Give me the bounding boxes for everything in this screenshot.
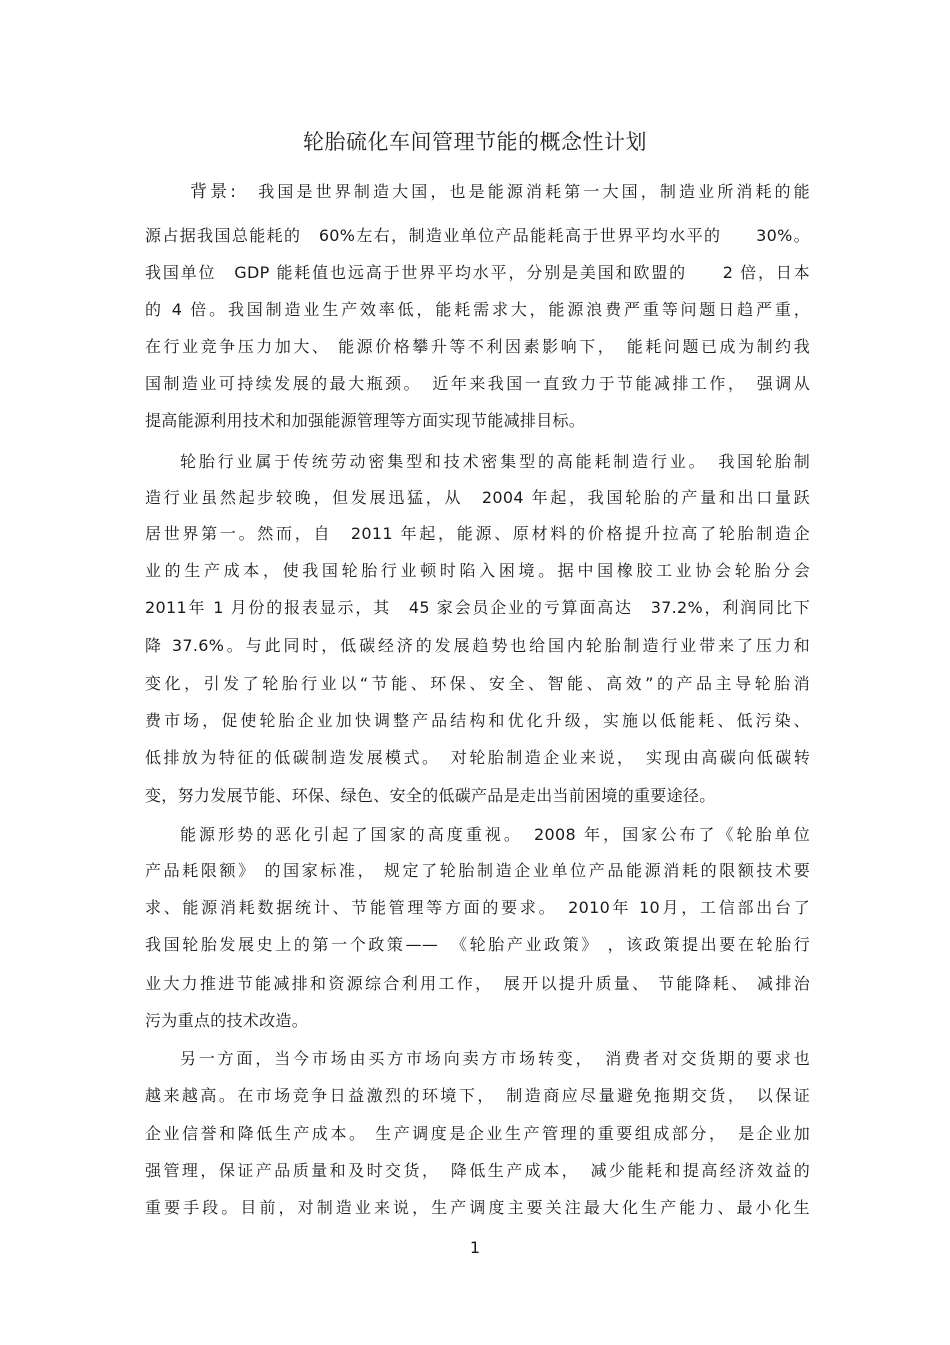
- paragraph-line: 业大力推进节能减排和资源综合利用工作， 展开以提升质量、 节能降耗、 减排治: [145, 974, 810, 993]
- paragraph-line: 在行业竞争压力加大、 能源价格攀升等不利因素影响下， 能耗问题已成为制约我: [145, 337, 810, 356]
- paragraph-line: 变化，引发了轮胎行业以“节能、环保、安全、智能、高效”的产品主导轮胎消: [145, 674, 810, 693]
- paragraph-line: 国制造业可持续发展的最大瓶颈。 近年来我国一直致力于节能减排工作， 强调从: [145, 374, 810, 393]
- page-number: 1: [469, 1238, 481, 1257]
- paragraph-line: 背景: 我国是世界制造大国，也是能源消耗第一大国，制造业所消耗的能: [190, 182, 810, 202]
- paragraph-line: 提高能源利用技术和加强能源管理等方面实现节能减排目标。: [145, 411, 586, 430]
- document-title: 轮胎硫化车间管理节能的概念性计划: [303, 130, 647, 154]
- paragraph-line: 造行业虽然起步较晚，但发展迅猛，从 2004 年起，我国轮胎的产量和出口量跃: [145, 488, 810, 507]
- paragraph-line: 业的生产成本，使我国轮胎行业顿时陷入困境。据中国橡胶工业协会轮胎分会: [145, 561, 810, 580]
- paragraph-line: 越来越高。在市场竞争日益激烈的环境下， 制造商应尽量避免拖期交货， 以保证: [145, 1086, 810, 1105]
- paragraph-line: 居世界第一。然而，自 2011 年起，能源、原材料的价格提升拉高了轮胎制造企: [145, 524, 810, 543]
- paragraph-line: 我国轮胎发展史上的第一个政策—— 《轮胎产业政策》 ，该政策提出要在轮胎行: [145, 935, 810, 954]
- paragraph-line: 我国单位 GDP 能耗值也远高于世界平均水平，分别是美国和欧盟的 2 倍，日本: [145, 263, 810, 282]
- paragraph-line: 强管理，保证产品质量和及时交货， 降低生产成本， 减少能耗和提高经济效益的: [145, 1161, 810, 1180]
- background-label: 背景:: [190, 182, 237, 202]
- paragraph-line: 降 37.6%。与此同时，低碳经济的发展趋势也给国内轮胎制造行业带来了压力和: [145, 636, 810, 655]
- paragraph-line: 重要手段。目前，对制造业来说，生产调度主要关注最大化生产能力、最小化生: [145, 1198, 810, 1217]
- paragraph-line: 低排放为特征的低碳制造发展模式。 对轮胎制造企业来说， 实现由高碳向低碳转: [145, 748, 810, 767]
- paragraph-line: 企业信誉和降低生产成本。 生产调度是企业生产管理的重要组成部分， 是企业加: [145, 1124, 810, 1143]
- paragraph-line: 的 4 倍。我国制造业生产效率低，能耗需求大，能源浪费严重等问题日趋严重，: [145, 300, 810, 319]
- paragraph-line: 能源形势的恶化引起了国家的高度重视。 2008 年，国家公布了《轮胎单位: [180, 825, 810, 844]
- paragraph-line: 求、能源消耗数据统计、节能管理等方面的要求。 2010年 10月，工信部出台了: [145, 898, 810, 917]
- paragraph-line: 2011年 1 月份的报表显示，其 45 家会员企业的亏算面高达 37.2%，利润同比下: [145, 598, 810, 617]
- paragraph-line: 污为重点的技术改造。: [145, 1011, 309, 1030]
- paragraph-line: 轮胎行业属于传统劳动密集型和技术密集型的高能耗制造行业。 我国轮胎制: [180, 452, 810, 471]
- paragraph-line: 产品耗限额》 的国家标准， 规定了轮胎制造企业单位产品能源消耗的限额技术要: [145, 861, 810, 880]
- paragraph-line: 另一方面，当今市场由买方市场向卖方市场转变， 消费者对交货期的要求也: [180, 1049, 810, 1068]
- paragraph-line: 费市场，促使轮胎企业加快调整产品结构和优化升级，实施以低能耗、低污染、: [145, 711, 810, 730]
- paragraph-line: 变，努力发展节能、环保、绿色、安全的低碳产品是走出当前困境的重要途径。: [145, 786, 716, 805]
- paragraph-line: 源占据我国总能耗的 60%左右，制造业单位产品能耗高于世界平均水平的 30%。: [145, 226, 810, 245]
